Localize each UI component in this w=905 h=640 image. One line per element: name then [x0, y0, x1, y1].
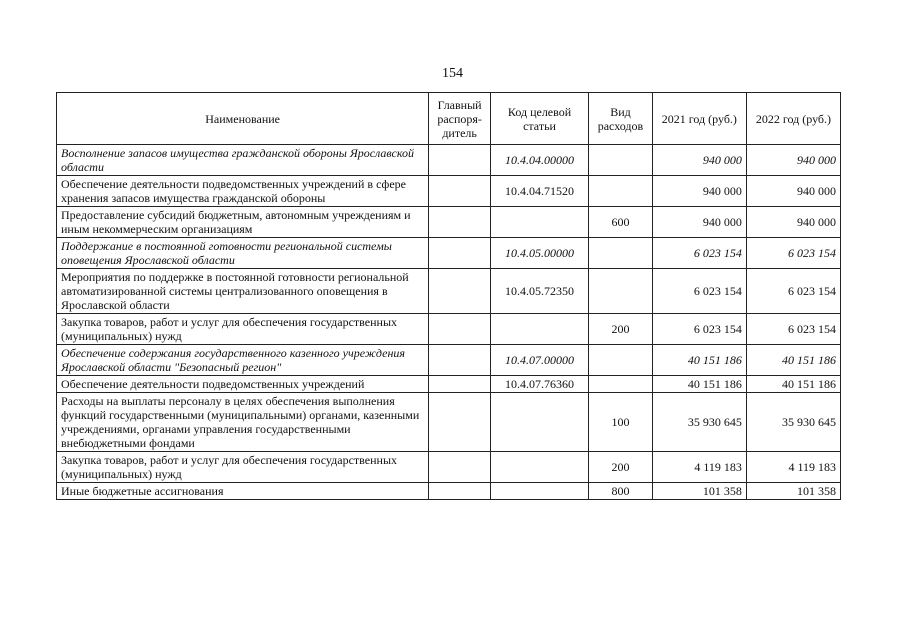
cell-admin: [429, 176, 491, 207]
table-row: [57, 269, 841, 314]
cell-code: 10.4.07.00000: [490, 345, 588, 376]
cell-2022: 940 000: [746, 145, 840, 176]
header-code: Код целевой статьи: [490, 93, 588, 145]
table-row: [57, 176, 841, 207]
cell-admin: [429, 376, 491, 393]
cell-admin: [429, 314, 491, 345]
cell-name: Иные бюджетные ассигнования: [57, 483, 429, 500]
cell-admin: [429, 393, 491, 452]
cell-code: [490, 452, 588, 483]
cell-kind: [589, 238, 653, 269]
cell-2021: 101 358: [652, 483, 746, 500]
cell-name: Предоставление субсидий бюджетным, автономным учреждениям и иным некоммерческим организациям: [57, 207, 429, 238]
cell-code: 10.4.04.00000: [490, 145, 588, 176]
cell-name: Обеспечение деятельности подведомственных учреждений в сфере хранения запасов имущества гражданской обороны: [57, 176, 429, 207]
cell-kind: [589, 345, 653, 376]
cell-name: Закупка товаров, работ и услуг для обеспечения государственных (муниципальных) нужд: [57, 452, 429, 483]
cell-kind: 600: [589, 207, 653, 238]
cell-2021: 40 151 186: [652, 376, 746, 393]
cell-kind: [589, 269, 653, 314]
header-name: Наименование: [57, 93, 429, 145]
cell-code: [490, 207, 588, 238]
table-row: [57, 345, 841, 376]
table-header: [57, 93, 841, 145]
table-row: [57, 376, 841, 393]
cell-2021: 940 000: [652, 207, 746, 238]
cell-2022: 35 930 645: [746, 393, 840, 452]
cell-2022: 940 000: [746, 176, 840, 207]
budget-table: [56, 92, 841, 500]
cell-2021: 6 023 154: [652, 269, 746, 314]
cell-kind: [589, 145, 653, 176]
cell-2021: 940 000: [652, 145, 746, 176]
cell-2022: 6 023 154: [746, 238, 840, 269]
cell-2022: 40 151 186: [746, 345, 840, 376]
cell-admin: [429, 207, 491, 238]
table-row: [57, 238, 841, 269]
cell-kind: 800: [589, 483, 653, 500]
cell-kind: 200: [589, 314, 653, 345]
cell-code: [490, 314, 588, 345]
cell-2021: 6 023 154: [652, 238, 746, 269]
cell-name: Расходы на выплаты персоналу в целях обеспечения выполнения функций государственными (муниципальными) органами, казенными учреждениями, органами управления государственными внебюджетными фондами: [57, 393, 429, 452]
table-body: [57, 145, 841, 500]
table-row: [57, 393, 841, 452]
page-number: 154: [442, 66, 463, 81]
cell-2022: 101 358: [746, 483, 840, 500]
header-2021: 2021 год (руб.): [652, 93, 746, 145]
cell-kind: [589, 376, 653, 393]
cell-admin: [429, 269, 491, 314]
cell-name: Обеспечение содержания государственного казенного учреждения Ярославской области "Безопасный регион": [57, 345, 429, 376]
cell-name: Обеспечение деятельности подведомственных учреждений: [57, 376, 429, 393]
header-row: [57, 93, 841, 145]
table-row: [57, 145, 841, 176]
cell-admin: [429, 345, 491, 376]
cell-kind: 200: [589, 452, 653, 483]
header-admin: Главный распоря-дитель: [429, 93, 491, 145]
cell-admin: [429, 145, 491, 176]
cell-kind: 100: [589, 393, 653, 452]
cell-2021: 940 000: [652, 176, 746, 207]
cell-code: 10.4.07.76360: [490, 376, 588, 393]
cell-kind: [589, 176, 653, 207]
cell-2022: 6 023 154: [746, 314, 840, 345]
cell-code: [490, 483, 588, 500]
table-row: [57, 207, 841, 238]
cell-2021: 35 930 645: [652, 393, 746, 452]
cell-2022: 6 023 154: [746, 269, 840, 314]
cell-name: Закупка товаров, работ и услуг для обеспечения государственных (муниципальных) нужд: [57, 314, 429, 345]
cell-2022: 940 000: [746, 207, 840, 238]
cell-2021: 4 119 183: [652, 452, 746, 483]
cell-code: 10.4.05.00000: [490, 238, 588, 269]
table-row: [57, 452, 841, 483]
cell-admin: [429, 483, 491, 500]
cell-code: [490, 393, 588, 452]
cell-admin: [429, 452, 491, 483]
cell-admin: [429, 238, 491, 269]
cell-2021: 40 151 186: [652, 345, 746, 376]
table-row: [57, 314, 841, 345]
cell-2022: 4 119 183: [746, 452, 840, 483]
cell-2022: 40 151 186: [746, 376, 840, 393]
header-2022: 2022 год (руб.): [746, 93, 840, 145]
cell-name: Восполнение запасов имущества гражданской обороны Ярославской области: [57, 145, 429, 176]
cell-name: Мероприятия по поддержке в постоянной готовности региональной автоматизированной системы централизованного оповещения в Ярославской области: [57, 269, 429, 314]
cell-name: Поддержание в постоянной готовности региональной системы оповещения Ярославской области: [57, 238, 429, 269]
cell-code: 10.4.04.71520: [490, 176, 588, 207]
cell-code: 10.4.05.72350: [490, 269, 588, 314]
header-kind: Вид расходов: [589, 93, 653, 145]
table-row: [57, 483, 841, 500]
cell-2021: 6 023 154: [652, 314, 746, 345]
